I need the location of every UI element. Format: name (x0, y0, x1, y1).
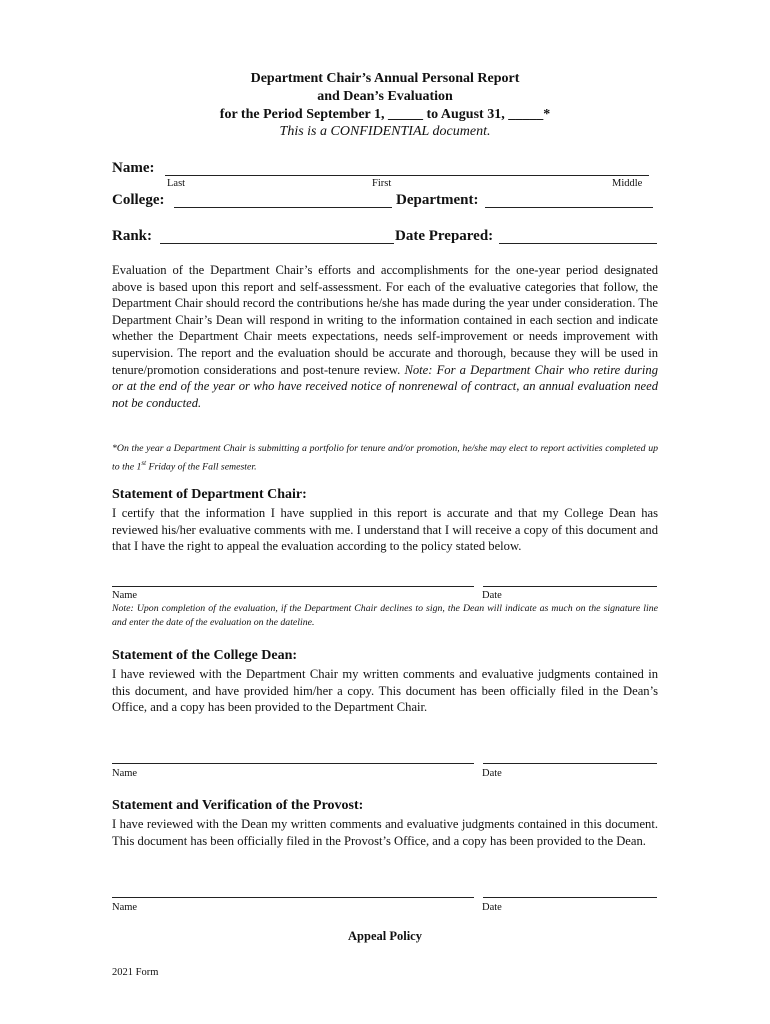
dean-date-label: Date (482, 768, 502, 779)
chair-signature-line[interactable] (112, 586, 474, 587)
footnote-text-b: Friday of the Fall semester. (146, 461, 257, 473)
confidential-note: This is a CONFIDENTIAL document. (279, 124, 491, 139)
department-field[interactable] (485, 207, 653, 208)
doc-period-line: for the Period September 1, _____ to August 31, _____* (219, 107, 551, 122)
chair-date-line[interactable] (483, 586, 657, 587)
provost-date-label: Date (482, 902, 502, 913)
name-middle-label: Middle (612, 178, 643, 189)
provost-heading: Statement and Verification of the Provost: (112, 798, 364, 813)
intro-paragraph (112, 262, 658, 411)
chair-heading: Statement of Department Chair: (112, 487, 307, 502)
rank-field[interactable] (160, 243, 394, 244)
provost-statement: I have reviewed with the Dean my written comments and evaluative judgments contained in this document. This document has been officially filed in the Provost’s Office, and a copy has been provided to the Dean. (112, 817, 658, 848)
date-prepared-label: Date Prepared: (395, 228, 494, 244)
chair-statement: I certify that the information I have supplied in this report is accurate and that my College Dean has reviewed his/her evaluative comments with me. I understand that I will receive a copy of this document and that I have the right to appeal the evaluation according to the policy stated below. (112, 506, 658, 554)
date-prepared-field[interactable] (499, 243, 657, 244)
footnote-sup: st (141, 459, 147, 467)
department-label: Department: (396, 192, 479, 208)
chair-name-label: Name (112, 590, 138, 601)
name-first-label: First (372, 178, 392, 189)
provost-name-label: Name (112, 902, 138, 913)
form-year-footer: 2021 Form (112, 967, 159, 978)
dean-name-label: Name (112, 768, 138, 779)
intro-text: Evaluation of the Department Chair’s efforts and accomplishments for the one-year period designated above is based upon this report and self-assessment. For each of the evaluative categories that follow, the Department Chair should record the contributions he/she has made during the year under consideration. The Department Chair’s Dean will respond in writing to the information contained in each section and indicate whether the Department Chair meets expectations, needs self-improvement or needs improvement with supervision. The report and the evaluation should be accurate and thorough, because they will be used in tenure/promotion considerations and post-tenure review. (112, 263, 658, 377)
rank-label: Rank: (112, 228, 153, 244)
name-last-label: Last (167, 178, 186, 189)
doc-title-line2: and Dean’s Evaluation (317, 89, 453, 104)
name-label: Name: (112, 160, 155, 176)
provost-signature-line[interactable] (112, 897, 474, 898)
dean-date-line[interactable] (483, 763, 657, 764)
dean-heading: Statement of the College Dean: (112, 648, 298, 663)
intro-note: Note: For a Department Chair who retire during or at the end of the year or who have received notice of nonrenewal of contract, an annual evaluation need not be conducted. (112, 362, 658, 410)
college-label: College: (112, 192, 165, 208)
footnote-text-a: *On the year a Department Chair is submitting a portfolio for tenure and/or promotion, he/she may elect to report activities completed up to the 1 (112, 443, 658, 473)
dean-statement: I have reviewed with the Department Chair my written comments and evaluative judgments contained in this document, and have provided him/her a copy. This document has been officially filed in the Dean’s Office, and a copy has been provided to the Department Chair. (112, 667, 658, 715)
chair-date-label: Date (482, 590, 502, 601)
appeal-policy-heading: Appeal Policy (348, 929, 422, 943)
college-field[interactable] (174, 207, 392, 208)
footnote (112, 442, 658, 474)
chair-signature-note: Note: Upon completion of the evaluation, if the Department Chair declines to sign, the Dean will indicate as much on the signature line and enter the date of the evaluation on the dateline. (112, 603, 658, 628)
provost-date-line[interactable] (483, 897, 657, 898)
name-field[interactable] (165, 175, 649, 176)
doc-title-line1: Department Chair’s Annual Personal Report (250, 71, 520, 86)
dean-signature-line[interactable] (112, 763, 474, 764)
